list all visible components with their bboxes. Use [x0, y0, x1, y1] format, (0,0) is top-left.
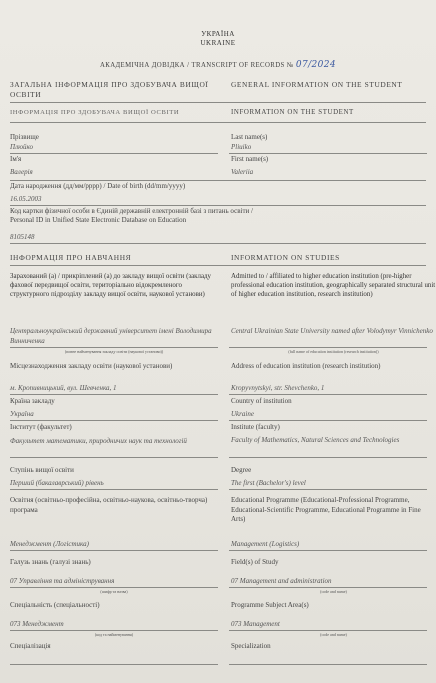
country-label-uk: Країна закладу	[10, 397, 55, 405]
document-title-text: АКАДЕМІЧНА ДОВІДКА / TRANSCRIPT OF RECORDS №	[99, 62, 294, 69]
faculty-label-uk: Інститут (факультет)	[10, 423, 72, 431]
country-en: UKRAINE	[200, 39, 236, 47]
address-label-en: Address of education institution (research institution)	[231, 362, 381, 370]
field-note-en: (code and name)	[320, 589, 347, 594]
country-value-uk: Україна	[10, 410, 34, 418]
field-line	[10, 550, 218, 551]
degree-label-en: Degree	[231, 466, 252, 474]
spec-label-uk: Спеціальність (спеціальності)	[10, 601, 100, 609]
field-line	[229, 347, 427, 348]
program-label-en: Educational Programme (Educational-Professional Programme, Educational-Scientific Programme, Educational Programme in Fine Arts)	[231, 496, 421, 523]
general-title-en: GENERAL INFORMATION ON THE STUDENT	[231, 80, 403, 89]
student-sub-en: INFORMATION ON THE STUDENT	[231, 109, 354, 116]
institution-en: Central Ukrainian State University named after Volodymyr Vinnichenko	[231, 327, 433, 335]
field-line	[229, 587, 427, 588]
spec-uk: 073 Менеджмент	[10, 620, 64, 628]
studies-title-uk: ІНФОРМАЦІЯ ПРО НАВЧАННЯ	[10, 253, 132, 262]
degree-label-uk: Ступінь вищої освіти	[10, 466, 74, 474]
dob-label: Дата народження (дд/мм/рррр) / Date of birth (dd/mm/yyyy)	[10, 182, 186, 190]
divider	[10, 265, 426, 266]
field-line	[10, 420, 218, 421]
divider	[10, 122, 426, 123]
spec-note-en: (code and name)	[320, 632, 347, 637]
field-line	[229, 420, 427, 421]
document-header	[0, 0, 436, 48]
field-line	[10, 664, 218, 665]
name-label-en: First name(s)	[231, 155, 269, 163]
institution-uk: Центральноукраїнський державний університет імені Володимира Винниченка	[10, 327, 212, 345]
country-label-en: Country of institution	[231, 397, 292, 405]
field-line	[229, 394, 427, 395]
field-line	[10, 457, 218, 458]
general-title-uk: ЗАГАЛЬНА ІНФОРМАЦІЯ ПРО ЗДОБУВАЧА ВИЩОЇ ОСВІТИ	[10, 80, 209, 99]
specialization-label-en: Specialization	[231, 642, 271, 650]
name-value-en: Valeriia	[231, 168, 254, 176]
country-value-en: Ukraine	[231, 410, 254, 418]
dob-value: 16.05.2003	[10, 195, 42, 203]
surname-label-en: Last name(s)	[231, 133, 268, 141]
name-value-uk: Валерія	[10, 168, 33, 176]
faculty-label-en: Institute (faculty)	[231, 423, 280, 431]
field-line	[10, 180, 426, 181]
admitted-text-en: Admitted to / affiliated to higher education institution (pre-higher professional education institution, geographically separated structural unit of higher education institution, research institution)	[231, 273, 436, 298]
field-label-en: Field(s) of Study	[231, 558, 279, 566]
degree-uk: Перший (бакалаврський) рівень	[10, 479, 104, 487]
spec-note-uk: (код та найменування)	[94, 632, 134, 637]
surname-label-uk: Прізвище	[10, 133, 39, 141]
field-line	[229, 630, 427, 631]
studies-title-en: INFORMATION ON STUDIES	[231, 253, 340, 262]
surname-value-en: Pliuiko	[231, 143, 252, 151]
document-title	[0, 60, 436, 70]
field-label-uk: Галузь знань (галузі знань)	[10, 558, 91, 566]
specialization-label-uk: Спеціалізація	[10, 642, 51, 650]
field-line	[10, 205, 426, 206]
field-line	[229, 153, 427, 154]
field-line	[10, 394, 218, 395]
degree-en: The first (Bachelor's) level	[231, 479, 306, 487]
field-line	[229, 664, 427, 665]
field-uk: 07 Управління та адміністрування	[10, 577, 115, 585]
field-line	[229, 457, 427, 458]
document-number: 07/2024	[295, 60, 337, 70]
field-line	[229, 489, 427, 490]
spec-en: 073 Management	[231, 620, 280, 628]
field-line	[229, 550, 427, 551]
field-line	[10, 153, 218, 154]
personal-id-value: 8105148	[10, 233, 35, 241]
field-line	[10, 630, 218, 631]
country-uk: УКРАЇНА	[201, 30, 235, 38]
institution-note-uk: (повне найменування закладу освіти (наукової установи))	[64, 349, 164, 354]
program-en: Management (Logistics)	[231, 540, 300, 548]
name-label-uk: Ім'я	[10, 155, 22, 163]
spec-label-en: Programme Subject Area(s)	[231, 601, 309, 609]
surname-value-uk: Плюйко	[10, 143, 34, 151]
field-en: 07 Management and administration	[231, 577, 332, 585]
personal-id-label-uk: Код картки фізичної особи в Єдиній державній електронній базі з питань освіти /	[10, 207, 253, 215]
address-en: Kropyvnytskyi, str. Shevchenko, 1	[231, 384, 325, 392]
personal-id-label-en: Personal ID in Unified State Electronic Database on Education	[10, 216, 187, 224]
program-label-uk: Освітня (освітньо-професійна, освітньо-наукова, освітньо-творча) програма	[10, 496, 208, 514]
divider	[10, 102, 426, 103]
address-label-uk: Місцезнаходження закладу освіти (наукової установи)	[10, 362, 173, 370]
field-note-uk: (шифр та назва)	[100, 589, 128, 594]
faculty-uk: Факультет математики, природничих наук та технологій	[10, 437, 187, 445]
field-line	[10, 587, 218, 588]
field-line	[10, 347, 218, 348]
field-line	[10, 489, 218, 490]
faculty-en: Faculty of Mathematics, Natural Sciences and Technologies	[231, 436, 400, 444]
field-line	[10, 243, 426, 244]
institution-note-en: (full name of education institution (research institution))	[288, 349, 379, 354]
student-sub-uk: ІНФОРМАЦІЯ ПРО ЗДОБУВАЧА ВИЩОЇ ОСВІТИ	[10, 109, 180, 116]
program-uk: Менеджмент (Логістика)	[10, 540, 89, 548]
admitted-text-uk: Зарахований (а) / прикріплений (а) до закладу вищої освіти (закладу фахової передвищої освіти, територіально відокремленого структурного підрозділу закладу вищої освіти, наукової установи)	[10, 273, 211, 298]
address-uk: м. Кропивницький, вул. Шевченка, 1	[10, 384, 117, 392]
